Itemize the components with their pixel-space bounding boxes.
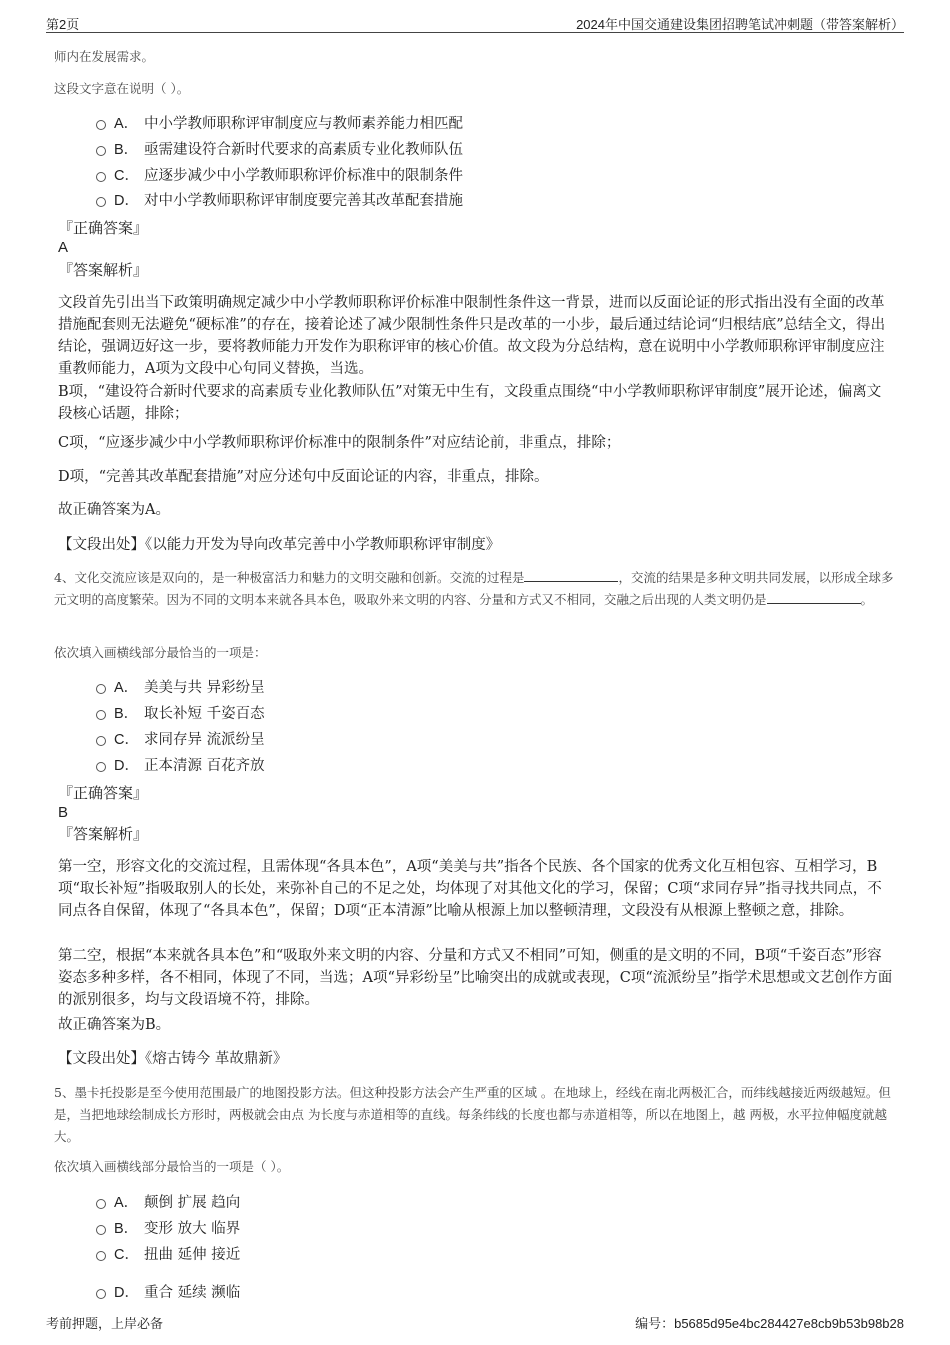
q5-prompt: 依次填入画横线部分最恰当的一项是（ ）。 xyxy=(54,1159,290,1174)
q4-stem: 4、文化交流应该是双向的，是一种极富活力和魅力的文明交融和创新。交流的过程是 ，交流的结果是多种文明共同发展，以形成全球多元文明的高度繁荣。因为不同的文明本来就各具本色，吸取外来文明的内容、分量和方式又不相同，交融之后出现的人类文明仍是 。 xyxy=(54,567,900,611)
fill-blank xyxy=(524,567,618,582)
radio-icon[interactable] xyxy=(96,120,106,130)
q3-answer: A xyxy=(58,239,69,256)
q3-option-b[interactable]: B． 亟需建设符合新时代要求的高素质专业化教师队伍 xyxy=(96,139,463,161)
option-text: 变形 放大 临界 xyxy=(144,1221,241,1237)
q3-analysis-para-1: 文段首先引出当下政策明确规定减少中小学教师职称评价标准中限制性条件这一背景，进而以反面论证的形式指出没有全面的改革措施配套则无法避免“硬标准”的存在，接着论述了减少限制性条件只是改革的一小步，最后通过结论词“归根结底”总结全文，得出结论，强调迈好这一步，要将教师能力开发作为职称评审的核心价值。故文段为分总结构，意在说明中小学教师职称评审制度应注重教师能力，A项为文段中心句同义替换，当选。 xyxy=(58,295,886,377)
option-text: 取长补短 千姿百态 xyxy=(144,706,265,722)
q3-option-a[interactable]: A． 中小学教师职称评审制度应与教师素养能力相匹配 xyxy=(96,113,463,135)
q4-source: 【文段出处】《熔古铸今 革故鼎新》 xyxy=(58,1051,288,1067)
option-text: 美美与共 异彩纷呈 xyxy=(144,680,265,696)
fill-blank xyxy=(767,589,861,604)
radio-icon[interactable] xyxy=(96,1199,106,1209)
header-divider xyxy=(46,32,904,33)
q3-source: 【文段出处】《以能力开发为导向改革完善中小学教师职称评审制度》 xyxy=(58,537,501,553)
option-text: 对中小学教师职称评审制度要完善其改革配套措施 xyxy=(144,193,463,209)
q5-option-d[interactable]: D． 重合 延续 濒临 xyxy=(96,1282,240,1304)
radio-icon[interactable] xyxy=(96,146,106,156)
option-text: 求同存异 流派纷呈 xyxy=(144,732,265,748)
option-text: 正本清源 百花齐放 xyxy=(144,758,265,774)
radio-icon[interactable] xyxy=(96,684,106,694)
q4-analysis-label: 『答案解析』 xyxy=(58,825,149,843)
q4-option-c[interactable]: C． 求同存异 流派纷呈 xyxy=(96,729,265,751)
q4-option-b[interactable]: B． 取长补短 千姿百态 xyxy=(96,703,265,725)
q3-analysis-para-3: C项，“应逐步减少中小学教师职称评价标准中的限制条件”对应结论前，非重点，排除； xyxy=(58,435,621,451)
q3-analysis-para-2: B项，“建设符合新时代要求的高素质专业化教师队伍”对策无中生有，文段重点围绕“中小学教师职称评审制度”展开论述，偏离文段核心话题，排除； xyxy=(58,384,882,422)
q3-option-d[interactable]: D． 对中小学教师职称评审制度要完善其改革配套措施 xyxy=(96,190,463,212)
q3-analysis-para-4: D项，“完善其改革配套措施”对应分述句中反面论证的内容，非重点，排除。 xyxy=(58,469,549,485)
q3-answer-label: 『正确答案』 xyxy=(58,219,149,237)
q3-prompt: 这段文字意在说明（ ）。 xyxy=(54,81,190,96)
option-text: 中小学教师职称评审制度应与教师素养能力相匹配 xyxy=(144,116,463,132)
q4-analysis-para-1: 第一空，形容文化的交流过程，且需体现“各具本色”，A项“美美与共”指各个民族、各个国家的优秀文化互相包容、互相学习，B项“取长补短”指吸取别人的长处，来弥补自己的不足之处，均体现了对其他文化的学习，保留；C项“求同存异”指寻找共同点，不同点各自保留，体现了“各具本色”，保留；D项“正本清源”比喻从根源上加以整顿清理，文段没有从根源上整顿之意，排除。 xyxy=(58,859,882,919)
q4-option-a[interactable]: A． 美美与共 异彩纷呈 xyxy=(96,677,265,699)
option-text: 扭曲 延伸 接近 xyxy=(144,1247,241,1263)
document-title: 2024年中国交通建设集团招聘笔试冲刺题（带答案解析） xyxy=(576,17,904,32)
q3-option-c[interactable]: C． 应逐步减少中小学教师职称评价标准中的限制条件 xyxy=(96,165,463,187)
q3-conclusion: 故正确答案为A。 xyxy=(58,502,170,518)
radio-icon[interactable] xyxy=(96,1225,106,1235)
q4-answer-label: 『正确答案』 xyxy=(58,784,149,802)
q4-analysis-para-2: 第二空，根据“本来就各具本色”和“吸取外来文明的内容、分量和方式又不相同”可知，侧重的是文明的不同，B项“千姿百态”形容姿态多种多样，各不相同，体现了不同，当选；A项“异彩纷呈”比喻突出的成就或表现，C项“流派纷呈”指学术思想或文艺创作方面的派别很多，均与文段语境不符，排除。 xyxy=(58,948,893,1008)
q4-answer: B xyxy=(58,804,69,821)
radio-icon[interactable] xyxy=(96,1251,106,1261)
q4-conclusion: 故正确答案为B。 xyxy=(58,1017,171,1033)
radio-icon[interactable] xyxy=(96,172,106,182)
page-header xyxy=(46,14,904,34)
q5-option-c[interactable]: C． 扭曲 延伸 接近 xyxy=(96,1244,240,1266)
radio-icon[interactable] xyxy=(96,197,106,207)
q3-analysis-label: 『答案解析』 xyxy=(58,261,149,279)
radio-icon[interactable] xyxy=(96,710,106,720)
footer-slogan: 考前押题，上岸必备 xyxy=(46,1317,164,1332)
option-text: 亟需建设符合新时代要求的高素质专业化教师队伍 xyxy=(144,142,463,158)
page-number: 第2页 xyxy=(46,17,80,32)
q5-option-b[interactable]: B． 变形 放大 临界 xyxy=(96,1218,240,1240)
option-text: 应逐步减少中小学教师职称评价标准中的限制条件 xyxy=(144,168,463,184)
q5-option-a[interactable]: A． 颠倒 扩展 趋向 xyxy=(96,1192,240,1214)
radio-icon[interactable] xyxy=(96,736,106,746)
q4-prompt: 依次填入画横线部分最恰当的一项是： xyxy=(54,645,267,660)
option-text: 颠倒 扩展 趋向 xyxy=(144,1195,241,1211)
q4-option-d[interactable]: D． 正本清源 百花齐放 xyxy=(96,755,265,777)
q3-stem-continuation: 师内在发展需求。 xyxy=(54,49,155,64)
document-code: 编号：b5685d95e4bc284427e8cb9b53b98b28 xyxy=(635,1316,904,1332)
radio-icon[interactable] xyxy=(96,1289,106,1299)
option-text: 重合 延续 濒临 xyxy=(144,1285,241,1301)
q5-stem: 5、墨卡托投影是至今使用范围最广的地图投影方法。但这种投影方法会产生严重的区域 。在地球上，经线在南北两极汇合，而纬线越接近两级越短。但是，当把地球绘制成长方形时，两极就会由点 为长度与赤道相等的直线。每条纬线的长度也都与赤道相等，所以在地图上，越 两极，水平拉伸幅度就越大。 xyxy=(54,1085,891,1144)
radio-icon[interactable] xyxy=(96,762,106,772)
